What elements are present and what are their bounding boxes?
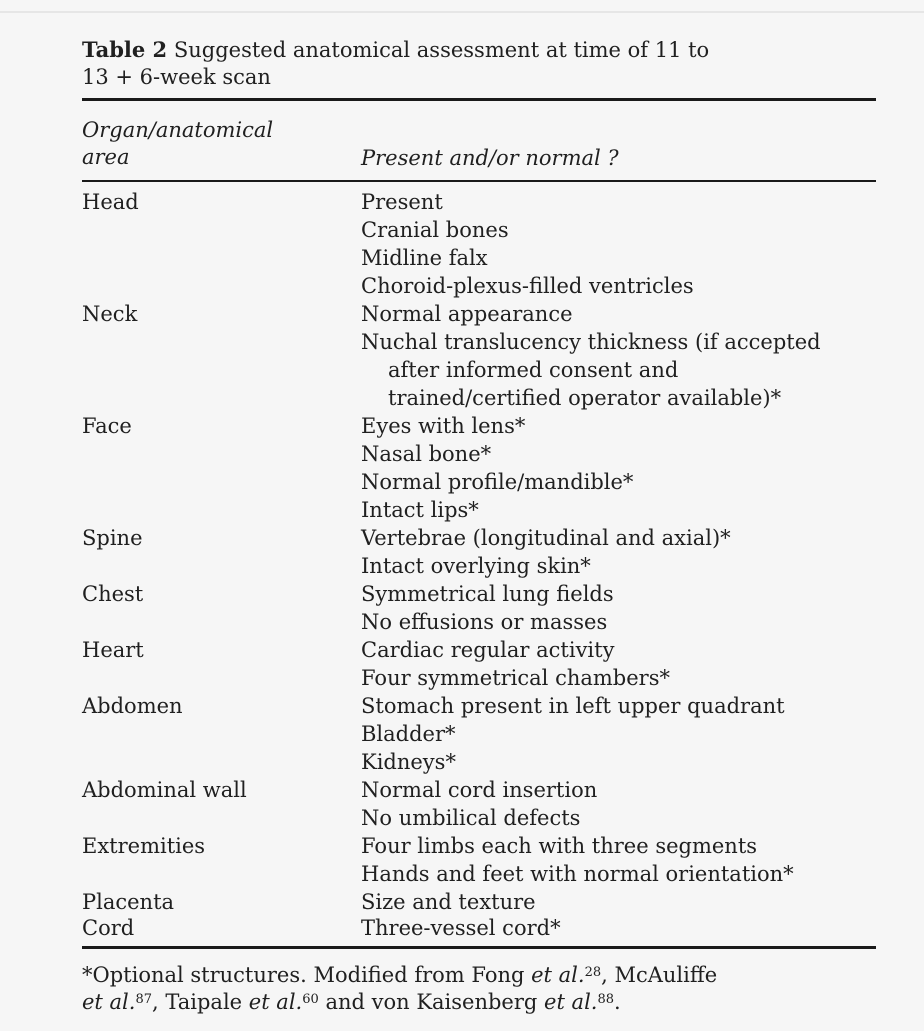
row-item: Midline falx [361,246,488,270]
table-footnote [82,962,902,1016]
row-area-heart: Heart [82,638,144,662]
row-item: Cranial bones [361,218,509,242]
row-item: Size and texture [361,890,536,914]
row-area-neck: Neck [82,302,138,326]
row-item-continuation: after informed consent and [388,358,679,382]
row-item: Normal appearance [361,302,573,326]
row-item: Normal profile/mandible* [361,470,634,494]
row-item: Nasal bone* [361,442,492,466]
footnote-etal: et al. [544,990,598,1014]
table-caption-text-line1: Suggested anatomical assessment at time of 11 to [167,38,710,62]
row-item: Cardiac regular activity [361,638,615,662]
table-caption-label: Table 2 [82,37,168,62]
row-area-extremities: Extremities [82,834,206,858]
row-item: Nuchal translucency thickness (if accepted [361,330,821,354]
table-header-rule [82,180,876,182]
row-area-spine: Spine [82,526,143,550]
row-item: Three-vessel cord* [361,916,561,940]
footnote-ref: 60 [302,992,319,1007]
row-item: No umbilical defects [361,806,581,830]
row-area-face: Face [82,414,132,438]
row-item: Stomach present in left upper quadrant [361,694,785,718]
row-item: Four symmetrical chambers* [361,666,670,690]
row-area-abdominal-wall: Abdominal wall [82,778,247,802]
row-area-chest: Chest [82,582,144,606]
row-item: Symmetrical lung fields [361,582,614,606]
row-area-placenta: Placenta [82,890,175,914]
row-item: Normal cord insertion [361,778,598,802]
row-item: Hands and feet with normal orientation* [361,862,794,886]
footnote-etal: et al. [248,990,303,1014]
row-item: Four limbs each with three segments [361,834,758,858]
row-item: Intact lips* [361,498,479,522]
footnote-text: *Optional structures. Modified from Fong [82,963,532,987]
footnote-ref: 88 [597,992,615,1007]
footnote-text: . [614,990,621,1014]
row-item: Choroid-plexus-filled ventricles [361,274,694,298]
table-top-rule [82,98,876,101]
row-item: Eyes with lens* [361,414,526,438]
table-caption-text-line2: 13 + 6-week scan [82,65,271,89]
footnote-etal: et al. [82,990,136,1014]
column-header-organ [82,117,322,171]
footnote-ref: 28 [584,965,602,980]
row-area-cord: Cord [82,916,135,940]
footnote-text: and von Kaisenberg [318,990,545,1014]
footnote-text: , McAuliffe [601,963,718,987]
row-item: Bladder* [361,722,456,746]
row-item: Vertebrae (longitudinal and axial)* [361,526,731,550]
row-item: No effusions or masses [361,610,608,634]
row-area-head: Head [82,190,139,214]
row-item: Present [361,190,443,214]
row-item: Intact overlying skin* [361,554,591,578]
column-header-organ-line1: Organ/anatomical [82,118,274,142]
footnote-text: , Taipale [152,990,249,1014]
table-caption [82,36,902,91]
column-header-organ-line2: area [82,145,130,169]
top-divider [0,11,924,13]
footnote-etal: et al. [531,963,585,987]
column-header-status: Present and/or normal ? [361,146,619,170]
row-area-abdomen: Abdomen [82,694,183,718]
footnote-ref: 87 [135,992,153,1007]
row-item: Kidneys* [361,750,456,774]
row-item-continuation: trained/certified operator available)* [388,386,782,410]
table-bottom-rule [82,946,876,949]
